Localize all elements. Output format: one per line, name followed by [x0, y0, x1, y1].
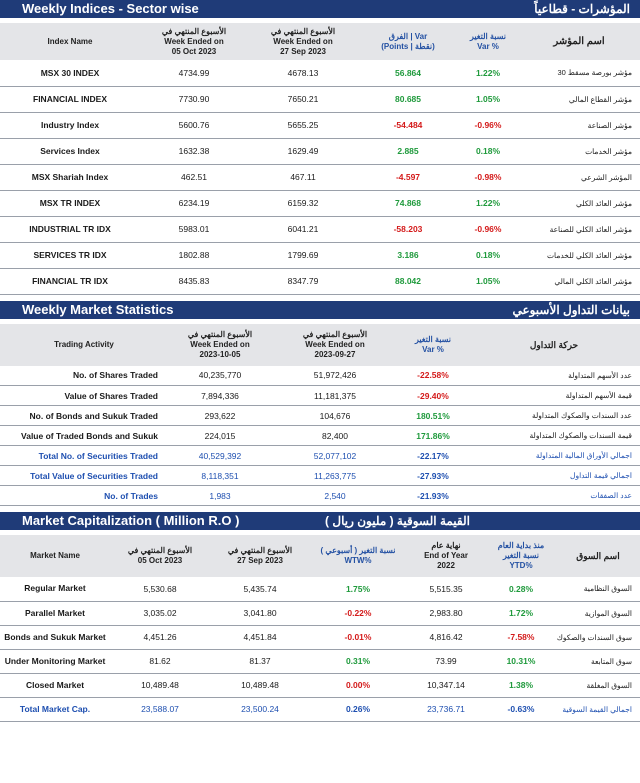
var-percent: 180.51%: [398, 406, 468, 426]
wtw-percent: -0.22%: [310, 601, 406, 625]
week1-value: 1,983: [168, 486, 272, 506]
col-activity: Trading Activity: [54, 339, 114, 349]
market-name-ar: سوق السندات والصكوك: [556, 625, 640, 649]
week1-value: 40,529,392: [168, 446, 272, 466]
index-name: Industry Index: [0, 112, 140, 138]
col-ar-name: حركة التداول: [529, 339, 579, 350]
stats-table: [0, 324, 640, 507]
var-percent: 1.05%: [458, 268, 518, 294]
var-percent: -0.96%: [458, 112, 518, 138]
cap-title-en: Market Capitalization ( Million R.O ): [22, 513, 240, 528]
week1-value: 5983.01: [140, 216, 248, 242]
table-row: [0, 190, 640, 216]
week1-value: 6234.19: [140, 190, 248, 216]
wtw-percent: 0.26%: [310, 697, 406, 721]
activity-name: No. of Bonds and Sukuk Traded: [0, 406, 168, 426]
eoy-value: 23,736.71: [406, 697, 486, 721]
activity-name: Total No. of Securities Traded: [0, 446, 168, 466]
cap-title-bar: [0, 512, 640, 530]
market-name-ar: اجمالي القيمة السوقية: [556, 697, 640, 721]
wtw-percent: 0.31%: [310, 649, 406, 673]
cap-title-ar: القيمة السوقية ( مليون ريال ): [325, 514, 470, 528]
market-name-ar: سوق المتابعة: [556, 649, 640, 673]
table-row: [0, 268, 640, 294]
activity-name: No. of Shares Traded: [0, 366, 168, 386]
col-wtw: نسبة التغير ( أسبوعي ) WTW%: [320, 546, 396, 565]
activity-name-ar: اجمالي قيمة التداول: [468, 466, 640, 486]
week1-value: 5,530.68: [110, 577, 210, 601]
week2-value: 6159.32: [248, 190, 358, 216]
week2-value: 4678.13: [248, 60, 358, 86]
activity-name-ar: قيمة الأسهم المتداولة: [468, 386, 640, 406]
stats-title-ar: بيانات التداول الأسبوعي: [512, 302, 630, 317]
week2-value: 467.11: [248, 164, 358, 190]
col-week2: الأسبوع المنتهي في 27 Sep 2023: [227, 546, 293, 565]
col-index-name: Index Name: [47, 36, 93, 46]
week2-value: 51,972,426: [272, 366, 398, 386]
market-name: Bonds and Sukuk Market: [0, 625, 110, 649]
var-percent: -21.93%: [398, 486, 468, 506]
week1-value: 81.62: [110, 649, 210, 673]
index-name: MSX 30 INDEX: [0, 60, 140, 86]
var-percent: 1.05%: [458, 86, 518, 112]
week2-value: 10,489.48: [210, 673, 310, 697]
week1-value: 293,622: [168, 406, 272, 426]
col-var: نسبة التغير Var %: [414, 334, 452, 354]
eoy-value: 10,347.14: [406, 673, 486, 697]
week1-value: 224,015: [168, 426, 272, 446]
table-row: [0, 386, 640, 406]
table-row: [0, 216, 640, 242]
diff-value: 88.042: [358, 268, 458, 294]
table-row: [0, 60, 640, 86]
week2-value: 5,435.74: [210, 577, 310, 601]
diff-value: 56.864: [358, 60, 458, 86]
table-row: [0, 577, 640, 601]
market-name: Total Market Cap.: [0, 697, 110, 721]
table-row: [0, 164, 640, 190]
market-name: Under Monitoring Market: [0, 649, 110, 673]
stats-title-bar: [0, 301, 640, 319]
indices-title-en: Weekly Indices - Sector wise: [22, 1, 199, 16]
table-row: [0, 112, 640, 138]
table-row: [0, 466, 640, 486]
activity-name: No. of Trades: [0, 486, 168, 506]
diff-value: -4.597: [358, 164, 458, 190]
index-name: FINANCIAL INDEX: [0, 86, 140, 112]
activity-name-ar: اجمالي الأوراق المالية المتداولة: [468, 446, 640, 466]
var-percent: -0.98%: [458, 164, 518, 190]
index-name-ar: مؤشر الخدمات: [518, 138, 640, 164]
week1-value: 7,894,336: [168, 386, 272, 406]
table-row: [0, 486, 640, 506]
ytd-percent: 10.31%: [486, 649, 556, 673]
var-percent: -0.96%: [458, 216, 518, 242]
ytd-percent: 0.28%: [486, 577, 556, 601]
var-percent: -22.58%: [398, 366, 468, 386]
week1-value: 1632.38: [140, 138, 248, 164]
week1-value: 5600.76: [140, 112, 248, 138]
week1-value: 23,588.07: [110, 697, 210, 721]
stats-title-en: Weekly Market Statistics: [22, 301, 174, 317]
week1-value: 1802.88: [140, 242, 248, 268]
var-percent: 171.86%: [398, 426, 468, 446]
col-week2: الأسبوع المنتهي في Week Ended on 27 Sep 2023: [270, 26, 336, 56]
indices-title-ar: المؤشرات - قطاعياً: [534, 2, 630, 16]
week2-value: 6041.21: [248, 216, 358, 242]
index-name-ar: مؤشر بورصة مسقط 30: [518, 60, 640, 86]
wtw-percent: -0.01%: [310, 625, 406, 649]
col-diff: الفرق | Var (Points | نقطة): [381, 31, 435, 51]
week1-value: 10,489.48: [110, 673, 210, 697]
var-percent: 1.22%: [458, 60, 518, 86]
eoy-value: 5,515.35: [406, 577, 486, 601]
table-row: [0, 601, 640, 625]
table-row: [0, 138, 640, 164]
index-name-ar: مؤشر القطاع المالي: [518, 86, 640, 112]
diff-value: -58.203: [358, 216, 458, 242]
week2-value: 8347.79: [248, 268, 358, 294]
stats-header-row: [0, 324, 640, 366]
table-row: [0, 649, 640, 673]
eoy-value: 2,983.80: [406, 601, 486, 625]
index-name-ar: مؤشر العائد الكلي: [518, 190, 640, 216]
table-row: [0, 673, 640, 697]
index-name-ar: المؤشر الشرعي: [518, 164, 640, 190]
activity-name-ar: قيمة السندات والصكوك المتداولة: [468, 426, 640, 446]
col-var: نسبة التغير Var %: [469, 31, 507, 51]
ytd-percent: 1.38%: [486, 673, 556, 697]
col-eoy: نهاية عام End of Year 2022: [424, 541, 468, 570]
week2-value: 5655.25: [248, 112, 358, 138]
col-ar-name: اسم المؤشر: [553, 35, 605, 47]
var-percent: -22.17%: [398, 446, 468, 466]
activity-name: Value of Traded Bonds and Sukuk: [0, 426, 168, 446]
ytd-percent: 1.72%: [486, 601, 556, 625]
market-name-ar: السوق الموازية: [556, 601, 640, 625]
cap-header-row: [0, 535, 640, 577]
week1-value: 3,035.02: [110, 601, 210, 625]
index-name: INDUSTRIAL TR IDX: [0, 216, 140, 242]
index-name: SERVICES TR IDX: [0, 242, 140, 268]
index-name: MSX TR INDEX: [0, 190, 140, 216]
var-percent: -27.93%: [398, 466, 468, 486]
cap-table: [0, 535, 640, 722]
market-name-ar: السوق النظامية: [556, 577, 640, 601]
activity-name-ar: عدد الصفقات: [468, 486, 640, 506]
diff-value: 74.868: [358, 190, 458, 216]
week2-value: 81.37: [210, 649, 310, 673]
table-row: [0, 625, 640, 649]
table-row: [0, 242, 640, 268]
col-week1: الأسبوع المنتهي في Week Ended on 2023-10-05: [187, 329, 253, 359]
table-row: [0, 366, 640, 386]
ytd-percent: -0.63%: [486, 697, 556, 721]
activity-name: Total Value of Securities Traded: [0, 466, 168, 486]
week2-value: 52,077,102: [272, 446, 398, 466]
week1-value: 7730.90: [140, 86, 248, 112]
eoy-value: 73.99: [406, 649, 486, 673]
week2-value: 2,540: [272, 486, 398, 506]
table-row: [0, 406, 640, 426]
market-name: Parallel Market: [0, 601, 110, 625]
week2-value: 1799.69: [248, 242, 358, 268]
var-percent: -29.40%: [398, 386, 468, 406]
week2-value: 4,451.84: [210, 625, 310, 649]
week1-value: 4734.99: [140, 60, 248, 86]
wtw-percent: 0.00%: [310, 673, 406, 697]
var-percent: 0.18%: [458, 138, 518, 164]
activity-name: Value of Shares Traded: [0, 386, 168, 406]
indices-header-row: [0, 23, 640, 60]
market-name-ar: السوق المغلقة: [556, 673, 640, 697]
col-market-name: Market Name: [30, 551, 80, 560]
week1-value: 40,235,770: [168, 366, 272, 386]
indices-title-bar: [0, 0, 640, 18]
index-name-ar: مؤشر العائد الكلي للخدمات: [518, 242, 640, 268]
week2-value: 11,181,375: [272, 386, 398, 406]
week2-value: 23,500.24: [210, 697, 310, 721]
market-name: Regular Market: [0, 577, 110, 601]
var-percent: 1.22%: [458, 190, 518, 216]
index-name-ar: مؤشر الصناعة: [518, 112, 640, 138]
diff-value: 2.885: [358, 138, 458, 164]
week2-value: 104,676: [272, 406, 398, 426]
var-percent: 0.18%: [458, 242, 518, 268]
col-week1: الأسبوع المنتهي في 05 Oct 2023: [127, 546, 193, 565]
table-row: [0, 446, 640, 466]
ytd-percent: -7.58%: [486, 625, 556, 649]
index-name-ar: مؤشر العائد الكلي للصناعة: [518, 216, 640, 242]
activity-name-ar: عدد الأسهم المتداولة: [468, 366, 640, 386]
diff-value: 80.685: [358, 86, 458, 112]
week2-value: 82,400: [272, 426, 398, 446]
diff-value: 3.186: [358, 242, 458, 268]
index-name: MSX Shariah Index: [0, 164, 140, 190]
index-name-ar: مؤشر العائد الكلي المالي: [518, 268, 640, 294]
market-name: Closed Market: [0, 673, 110, 697]
wtw-percent: 1.75%: [310, 577, 406, 601]
week2-value: 1629.49: [248, 138, 358, 164]
col-ytd: منذ بداية العام نسبة التغير YTD%: [497, 541, 545, 570]
table-row: [0, 86, 640, 112]
indices-table: [0, 23, 640, 295]
eoy-value: 4,816.42: [406, 625, 486, 649]
week2-value: 7650.21: [248, 86, 358, 112]
table-row: [0, 426, 640, 446]
week1-value: 462.51: [140, 164, 248, 190]
week1-value: 4,451.26: [110, 625, 210, 649]
week1-value: 8435.83: [140, 268, 248, 294]
week2-value: 3,041.80: [210, 601, 310, 625]
index-name: FINANCIAL TR IDX: [0, 268, 140, 294]
index-name: Services Index: [0, 138, 140, 164]
activity-name-ar: عدد السندات والصكوك المتداولة: [468, 406, 640, 426]
col-week1: الأسبوع المنتهي في Week Ended on 05 Oct 2023: [161, 26, 227, 56]
week1-value: 8,118,351: [168, 466, 272, 486]
col-week2: الأسبوع المنتهي في Week Ended on 2023-09-27: [302, 329, 368, 359]
col-ar-name: اسم السوق: [576, 551, 620, 561]
diff-value: -54.484: [358, 112, 458, 138]
table-row: [0, 697, 640, 721]
week2-value: 11,263,775: [272, 466, 398, 486]
